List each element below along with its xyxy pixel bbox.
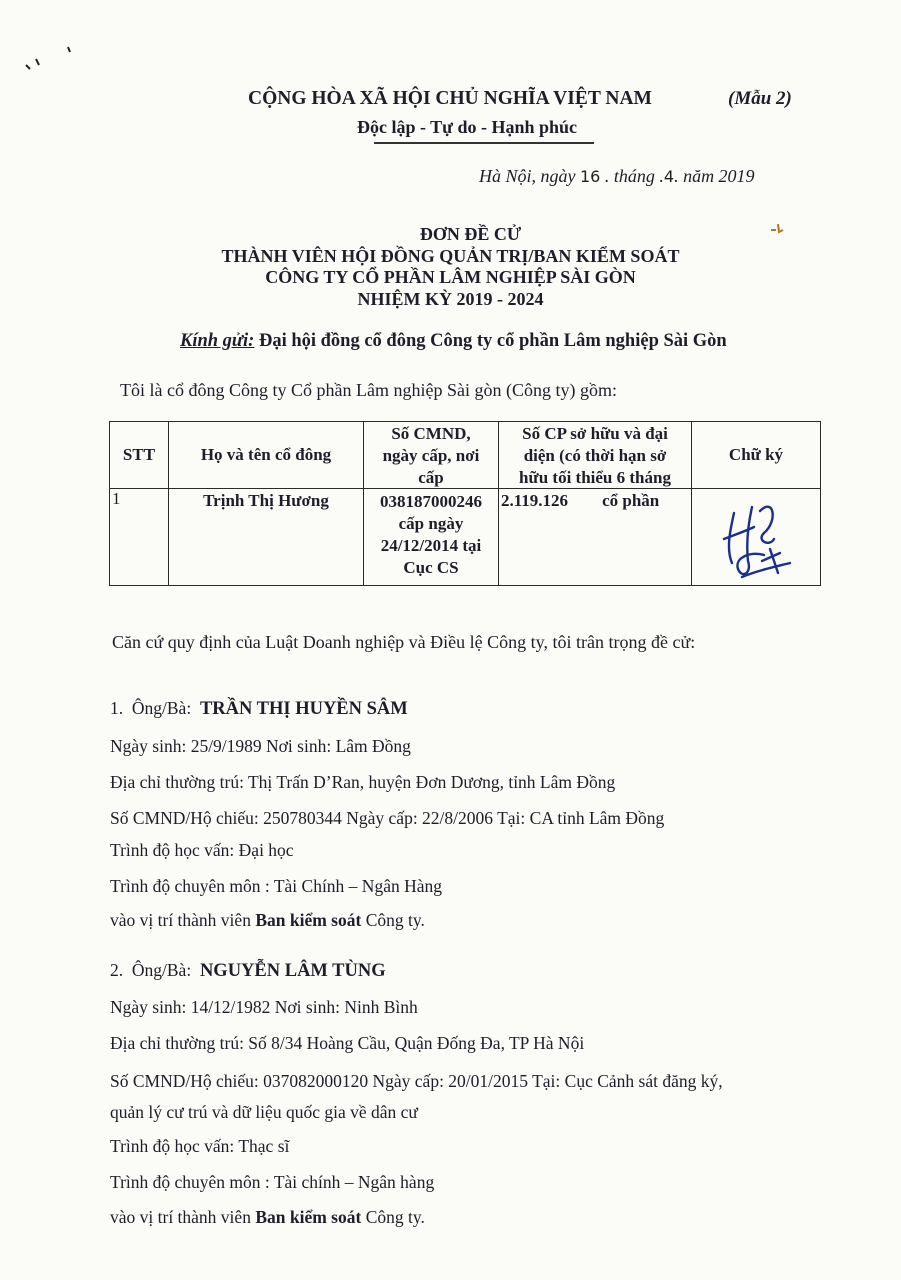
candidate-2-name: NGUYỄN LÂM TÙNG: [199, 961, 386, 981]
candidate-2-id-cont: quản lý cư trú và dữ liệu quốc gia về dân cư: [110, 1102, 418, 1122]
header-id-line2: ngày cấp, nơi: [382, 446, 480, 465]
document-title: ĐƠN ĐỀ CỬ: [419, 224, 522, 244]
date-line: [479, 166, 755, 187]
shareholder-table: [109, 421, 821, 586]
cell-stt: 1: [110, 489, 169, 586]
candidate-2-address: Địa chỉ thường trú: Số 8/34 Hoàng Cầu, Quận Đống Đa, TP Hà Nội: [110, 1033, 585, 1053]
date-month: 4: [663, 167, 675, 186]
ink-specks: [24, 45, 84, 75]
recipient-label: Kính gửi:: [180, 331, 255, 351]
nomination-basis: Căn cứ quy định của Luật Doanh nghiệp và Điều lệ Công ty, tôi trân trọng đề cử:: [112, 632, 696, 652]
candidate-2-position: [110, 1207, 425, 1228]
document-term: NHIỆM KỲ 2019 - 2024: [357, 289, 544, 309]
header-shares-line1: Số CP sở hữu và đại: [522, 424, 668, 443]
cell-id-line2: cấp ngày: [398, 514, 464, 533]
header-shares-line2: diện (có thời hạn sở: [523, 446, 667, 465]
cell-name: Trịnh Thị Hương: [169, 489, 364, 586]
header-id-line1: Số CMND,: [391, 424, 471, 443]
candidate-1-position-prefix: vào vị trí thành viên: [110, 910, 256, 930]
candidate-1-specialty: Trình độ chuyên môn : Tài Chính – Ngân Hàng: [110, 876, 442, 896]
cell-shares-value: 2.119.126: [501, 491, 569, 510]
header-shares: [499, 422, 692, 489]
header-sign: Chữ ký: [692, 422, 821, 489]
form-code: (Mẫu 2): [728, 88, 792, 109]
header-id-line3: cấp: [418, 468, 444, 487]
header-name: Họ và tên cổ đông: [169, 422, 364, 489]
recipient-line: [180, 331, 727, 352]
document-subtitle-2: CÔNG TY CỔ PHẦN LÂM NGHIỆP SÀI GÒN: [265, 267, 636, 287]
cell-id-line1: 038187000246: [380, 492, 482, 511]
candidate-2-prefix: 2. Ông/Bà:: [110, 960, 200, 980]
candidate-1-education: Trình độ học vấn: Đại học: [110, 840, 294, 860]
candidate-2-position-suffix: Công ty.: [361, 1207, 425, 1227]
cell-id: [364, 489, 499, 586]
motto-underline: [374, 142, 594, 144]
candidate-1-address: Địa chỉ thường trú: Thị Trấn D’Ran, huyện Đơn Dương, tỉnh Lâm Đồng: [110, 772, 616, 792]
date-year: . năm 2019: [674, 166, 755, 186]
date-prefix: Hà Nội, ngày: [479, 166, 580, 186]
candidate-1-id: Số CMND/Hộ chiếu: 250780344 Ngày cấp: 22/8/2006 Tại: CA tỉnh Lâm Đồng: [110, 808, 665, 828]
candidate-2-position-name: Ban kiểm soát: [255, 1207, 362, 1227]
candidate-1-heading: [110, 698, 408, 720]
candidate-1-position-suffix: Công ty.: [361, 910, 425, 930]
header-shares-line3: hữu tối thiểu 6 tháng: [519, 468, 671, 487]
date-month-prefix: . tháng .: [600, 166, 664, 186]
candidate-1-position-name: Ban kiểm soát: [255, 910, 362, 930]
document-subtitle-1: THÀNH VIÊN HỘI ĐỒNG QUẢN TRỊ/BAN KIỂM SOÁT: [221, 246, 680, 266]
signature-image: [712, 491, 802, 581]
date-day: 16: [580, 167, 601, 186]
cell-shares-unit: cổ phần: [602, 491, 660, 510]
intro-text: Tôi là cổ đông Công ty Cổ phần Lâm nghiệp Sài gòn (Công ty) gồm:: [120, 380, 617, 400]
candidate-2-specialty: Trình độ chuyên môn : Tài chính – Ngân hàng: [110, 1172, 435, 1192]
candidate-2-education: Trình độ học vấn: Thạc sĩ: [110, 1136, 290, 1156]
table-row: [110, 489, 821, 586]
candidate-1-prefix: 1. Ông/Bà:: [110, 698, 200, 718]
nation-heading: CỘNG HÒA XÃ HỘI CHỦ NGHĨA VIỆT NAM: [248, 88, 652, 109]
cell-id-line3: 24/12/2014 tại: [380, 536, 482, 555]
candidate-2-dob: Ngày sinh: 14/12/1982 Nơi sinh: Ninh Bình: [110, 997, 418, 1017]
candidate-1-dob: Ngày sinh: 25/9/1989 Nơi sinh: Lâm Đồng: [110, 736, 411, 756]
candidate-1-name: TRẦN THỊ HUYỀN SÂM: [199, 699, 408, 719]
candidate-2-heading: [110, 960, 386, 982]
motto: Độc lập - Tự do - Hạnh phúc: [357, 117, 578, 137]
cell-id-line4: Cục CS: [403, 558, 459, 577]
candidate-1-position: [110, 910, 425, 931]
candidate-2-position-prefix: vào vị trí thành viên: [110, 1207, 256, 1227]
cell-shares: [499, 489, 692, 586]
cell-signature: [692, 489, 821, 586]
candidate-2-id: Số CMND/Hộ chiếu: 037082000120 Ngày cấp: 20/01/2015 Tại: Cục Cảnh sát đăng ký,: [110, 1071, 723, 1091]
header-stt: STT: [110, 422, 169, 489]
table-header-row: [110, 422, 821, 489]
header-id: [364, 422, 499, 489]
recipient-value: Đại hội đồng cổ đông Công ty cổ phần Lâm nghiệp Sài Gòn: [254, 331, 727, 351]
